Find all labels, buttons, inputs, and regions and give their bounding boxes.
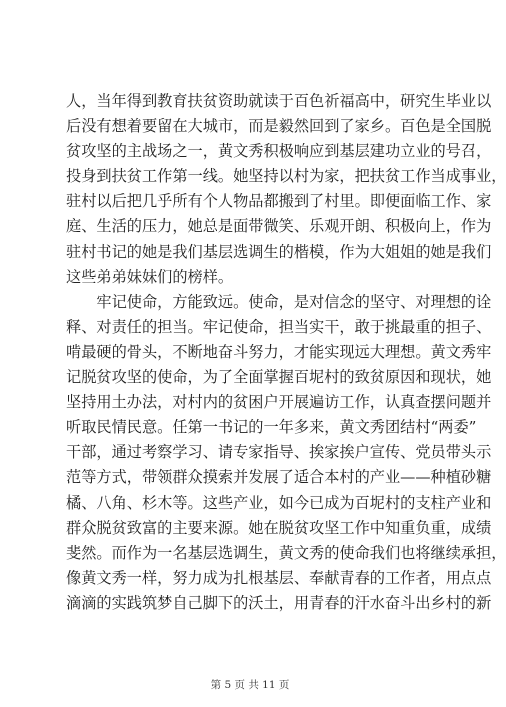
text-line: 干 部 ， 通 过 考 察 学 习 、 请 专 家 指 导 、 挨 家 挨 户 宣 传 、 党 员 带 头 示 <box>66 443 492 462</box>
text-line: 橘 、 八 角 、 杉 木 等 。 这 些 产 业 ， 如 今 已 成 为 百 坭 村 的 支 柱 产 业 和 <box>66 493 492 512</box>
text-line: 庭 、 生 活 的 压 力 ， 她 总 是 面 带 微 笑 、 乐 观 开 朗 、 积 极 向 上 ， 作 为 <box>66 217 492 236</box>
text-line: 投 身 到 扶 贫 工 作 第 一 线 。 她 坚 持 以 村 为 家 ， 把 扶 贫 工 作 当 成 事 业 ， <box>66 167 506 186</box>
text-line-paragraph-start: 牢 记 使 命 ， 方 能 致 远 。 使 命 ， 是 对 信 念 的 坚 守 、 对 理 想 的 诠 <box>96 292 492 311</box>
page-number-footer: 第 5 页 共 11 页 <box>210 679 290 691</box>
text-line: 后 没 有 想 着 要 留 在 大 城 市 ， 而 是 毅 然 回 到 了 家 乡 。 百 色 是 全 国 脱 <box>66 117 492 136</box>
text-line: 人 ， 当 年 得 到 教 育 扶 贫 资 助 就 读 于 百 色 祈 福 高 中 ， 研 究 生 毕 业 以 <box>66 92 492 110</box>
text-line: 范 等 方 式 ， 带 领 群 众 摸 索 并 发 展 了 适 合 本 村 的 产 业 — — 种 植 砂 糖 <box>66 468 492 487</box>
text-line: 坚 持 用 土 办 法 ， 对 村 内 的 贫 困 户 开 展 遍 访 工 作 ， 认 真 查 摆 问 题 并 <box>66 393 492 412</box>
text-line: 听 取 民 情 民 意 。 任 第 一 书 记 的 一 年 多 来 ， 黄 文 秀 团 结 村 “ 两 委 ” <box>66 418 477 437</box>
text-line: 斐 然 。 而 作 为 一 名 基 层 选 调 生 ， 黄 文 秀 的 使 命 我 们 也 将 继 续 承 担 ， <box>66 543 506 562</box>
text-line-paragraph-end: 这些弟弟妹妹们的榜样。 <box>66 267 234 286</box>
document-body <box>66 89 506 616</box>
text-line: 释 、 对 责 任 的 担 当 。 牢 记 使 命 ， 担 当 实 干 ， 敢 于 挑 最 重 的 担 子 、 <box>66 317 492 336</box>
text-line: 驻 村 书 记 的 她 是 我 们 基 层 选 调 生 的 楷 模 ， 作 为 大 姐 姐 的 她 是 我 们 <box>66 242 492 261</box>
text-line: 群 众 脱 贫 致 富 的 主 要 来 源 。 她 在 脱 贫 攻 坚 工 作 中 知 重 负 重 ， 成 绩 <box>66 518 492 537</box>
text-line: 记 脱 贫 攻 坚 的 使 命 ， 为 了 全 面 掌 握 百 坭 村 的 致 贫 原 因 和 现 状 ， 她 <box>66 368 492 387</box>
text-line: 驻 村 以 后 把 几 乎 所 有 个 人 物 品 都 搬 到 了 村 里 。 即 便 面 临 工 作 、 家 <box>66 192 492 211</box>
text-line: 啃 最 硬 的 骨 头 ， 不 断 地 奋 斗 努 力 ， 才 能 实 现 远 大 理 想 。 黄 文 秀 牢 <box>66 342 492 361</box>
text-line: 滴 滴 的 实 践 筑 梦 自 己 脚 下 的 沃 土 ， 用 青 春 的 汗 水 奋 斗 出 乡 村 的 新 <box>66 593 492 612</box>
text-line: 贫 攻 坚 的 主 战 场 之 一 ， 黄 文 秀 积 极 响 应 到 基 层 建 功 立 业 的 号 召 ， <box>66 142 492 161</box>
text-line: 像 黄 文 秀 一 样 ， 努 力 成 为 扎 根 基 层 、 奉 献 青 春 的 工 作 者 ， 用 点 点 <box>66 568 492 587</box>
